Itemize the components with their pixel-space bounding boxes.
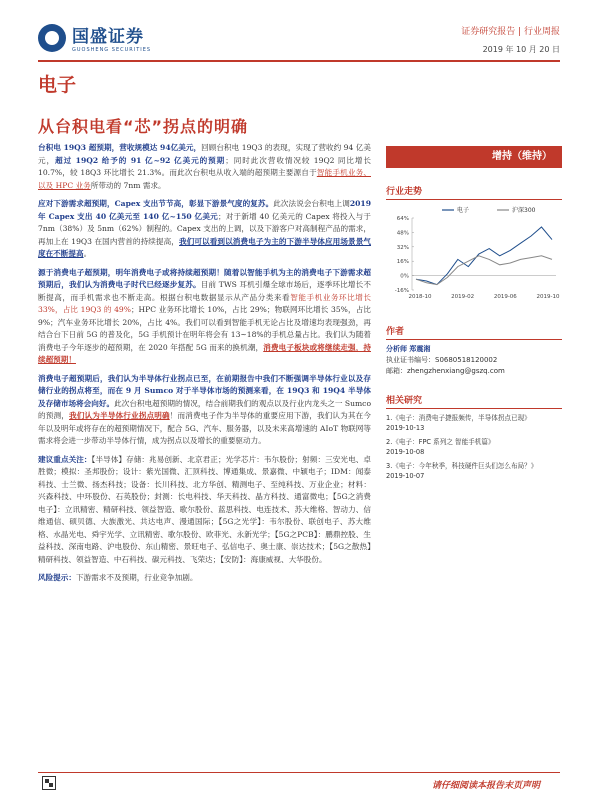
y-tick-label: 64%	[396, 216, 409, 222]
y-tick-label: 48%	[396, 230, 409, 237]
risk-text: 下游需求不及预期，行业竞争加剧。	[75, 573, 198, 582]
para3-highlight2: 消费电子板块或将继续走强，持续超预期！	[38, 342, 371, 364]
related-item[interactable]	[386, 461, 562, 481]
paragraph-4	[38, 373, 371, 448]
brand-name: 国盛证券	[72, 27, 144, 47]
sidebar	[386, 142, 562, 481]
para4-text: 此次台积电超预期的情况，结合前期我们的观点以及行业内龙头之一 Sumco 的预测，	[38, 398, 372, 420]
brand-logo	[38, 22, 151, 53]
related-heading: 相关研究	[386, 393, 562, 409]
trend-heading: 行业走势	[386, 184, 562, 200]
para1-text2: ；同时此次营收情况较 19Q2 同比增长 10.7%，较 18Q3 环比增长 21.3%。而此次台积电从收入端的超预期主要源自于	[38, 155, 372, 177]
para5-lead: 建议重点关注：	[38, 454, 92, 464]
email-link[interactable]: zhengzhenxiang@gszq.com	[407, 367, 505, 375]
rating-badge: 增持（维持）	[386, 146, 562, 168]
related-item[interactable]	[386, 413, 562, 433]
para2-text3: 。	[83, 249, 92, 258]
x-tick-label: 2019-02	[451, 294, 475, 300]
para2-highlight: 我们可以看到以消费电子为主的下游半导体应用场景景气度在不断提高	[38, 236, 372, 258]
para3-lead: 源于消费电子超预期，明年消费电子或将持续超预期！随着以智能手机为主的消费电子下游需求超预期后，我们认为消费电子时代已经逐步复苏。	[38, 267, 371, 289]
report-type: 证券研究报告 | 行业周报	[461, 27, 560, 37]
para3-text: 目前 TWS 耳机引爆全球市场后，逐季环比增长不断提高，而手机需求也不断走高。根据台积电数据显示从产品分类来看	[38, 280, 371, 302]
x-tick-label: 2018-10	[408, 294, 432, 300]
report-date: 2019 年 10 月 20 日	[482, 45, 560, 54]
legend-label: 电子	[457, 207, 470, 214]
risk-lead: 风险提示：	[38, 573, 76, 582]
header-divider	[38, 60, 560, 62]
related-date: 2019-10-13	[386, 424, 425, 432]
paragraph-3	[38, 267, 371, 367]
para3-text2: ；HPC 业务环比增长 10%，占比 29%；物联网环比增长 35%，占比 9%；汽车业务环比增长 20%，占比 4%。我们可以看到智能手机无论占比及增速均表现强劲，再结合台下日前 5G 的普及化，5G 手机预计在明年将会有 13~18%的手机总量占比。我们认为随着消费电子今年逐步的超预期，在 2020 年搭配 5G 而来的换机潮，	[38, 305, 371, 352]
related-title: 2.《电子：FPC 系列之 智能手机篇》	[386, 438, 495, 446]
trend-chart	[386, 204, 562, 304]
para2-text2: ；对于新增 40 亿美元的 Capex 将投入与于 7nm（38%）及 5nm（62%）制程的。Capex 支出的上调，以及下游客户对高制程产品的需求，再加上在 19Q3 在国内营首的持续提高，	[38, 211, 371, 246]
para4-highlight: 我们认为半导体行业拐点明确	[69, 411, 170, 420]
related-item[interactable]	[386, 437, 562, 457]
paragraph-2	[38, 198, 371, 261]
para4-text2: ！而消费电子作为半导体的重要应用下游，我们认为其在今年以及明年或将存在的超预期情况下，配合 5G、汽车、服务器，以及未来高增速的 AIoT 物联网等需求将会进一步带动半导体行情，成为拐点以及增长的重要驱动力。	[38, 411, 372, 445]
footer-disclaimer: 请仔细阅读本报告末页声明	[431, 781, 540, 791]
para2-text: 此次法说会台积电上调	[273, 199, 350, 208]
x-tick-label: 2019-06	[493, 294, 517, 300]
email-label: 邮箱：	[386, 367, 407, 375]
para1-text3: 所带动的 7nm 需求。	[90, 180, 166, 190]
y-tick-label: 0%	[400, 273, 409, 280]
section-title: 电子	[38, 74, 77, 96]
report-body	[38, 142, 371, 591]
author-heading: 作者	[386, 324, 562, 340]
related-date: 2019-10-07	[386, 472, 425, 480]
para2-lead: 应对下游需求超预期，Capex 支出节节高，彰显下游景气度的复苏。	[38, 199, 274, 208]
para2-bold: 2019 年 Capex 支出 40 亿美元至 140 亿~150 亿美元	[38, 199, 371, 221]
related-title: 3.《电子：今年秋季，科技硬件巨头们怎么布局？》	[386, 462, 538, 470]
x-tick-label: 2019-10	[536, 294, 560, 300]
paragraph-6	[38, 572, 371, 585]
series-line-1	[416, 256, 552, 285]
report-title: 从台积电看“芯”拐点的明确	[38, 117, 249, 136]
related-list	[386, 413, 562, 481]
related-date: 2019-10-08	[386, 448, 425, 456]
y-tick-label: -16%	[394, 288, 409, 294]
y-tick-label: 16%	[396, 259, 409, 266]
paragraph-5	[38, 454, 371, 567]
cert-line	[386, 355, 562, 366]
para1-bold: 超过 19Q2 给予的 91 亿~92 亿美元的预期	[55, 155, 226, 165]
para3-highlight: 智能手机业务环比增长 33%，占比 19Q3 的 49%	[38, 292, 371, 314]
para1-lead: 台积电 19Q3 超预期，营收规模达 94亿美元，	[38, 143, 202, 152]
para1-text: 回顾台积电 19Q3 的表现，实现了营收约 94 亿美元，	[38, 143, 371, 165]
email-line	[386, 366, 562, 377]
footer-divider	[38, 772, 560, 773]
cert-number: S0680518120002	[435, 356, 498, 364]
series-line-0	[416, 227, 552, 285]
brand-name-en: GUOSHENG SECURITIES	[72, 47, 152, 53]
legend-label: 沪深300	[512, 207, 536, 214]
analyst-name: 分析师 郑震湘	[386, 345, 431, 353]
cert-label: 执业证书编号：	[386, 356, 435, 364]
para1-highlight: 智能手机业务、以及 HPC 业务	[38, 168, 371, 190]
y-tick-label: 32%	[396, 244, 409, 251]
qr-code-icon	[42, 776, 56, 790]
logo-icon	[38, 24, 66, 52]
related-title: 1.《电子：消费电子捷报频传，半导体拐点已现》	[386, 414, 531, 422]
para4-lead: 消费电子超预期后，我们认为半导体行业拐点已至，在前期报告中我们不断强调半导体行业以及存储行业的拐点将至，而在 9 月 Sumco 对于半导体市场的预测来看，在 19Q3 和 19Q4 半导体及存储市场将会向好。	[38, 373, 371, 408]
para5-text: 【半导体】存储：兆易创新、北京君正；光学芯片：韦尔股份；射频：三安光电、卓胜微；模拟：圣邦股份；设计：紫光国微、汇顶科技、博通集成、景嘉微、中颖电子；IDM：闻泰科技、士兰微、扬杰科技；设备：长川科技、北方华创、精测电子、至纯科技、万业企业；材料：兴森科技、中环股份、石英股份；封测：长电科技、华天科技、晶方科技、通富微电；【5G之消费电子】：立讯精密、精研科技、领益智造、歌尔股份、蓝思科技、电连技术、苏大维格、智动力、信维通信、硕贝德、大族激光、共达电声、漫通国际；【5G之光学】：韦尔股份、联创电子、苏大维格、水晶光电、舜宇光学、立讯精密、歌尔股份、欧菲光、永新光学；【5G之PCB】：鹏鼎控股、生益科技、深南电路、沪电股份、东山精密、景旺电子、弘信电子、奥士康、崇达技术；【5G之散热】精研科技、领益智造、中石科技、碳元科技、飞荣达；【安防】：海康威视、大华股份。	[38, 454, 371, 564]
paragraph-1	[38, 142, 371, 192]
